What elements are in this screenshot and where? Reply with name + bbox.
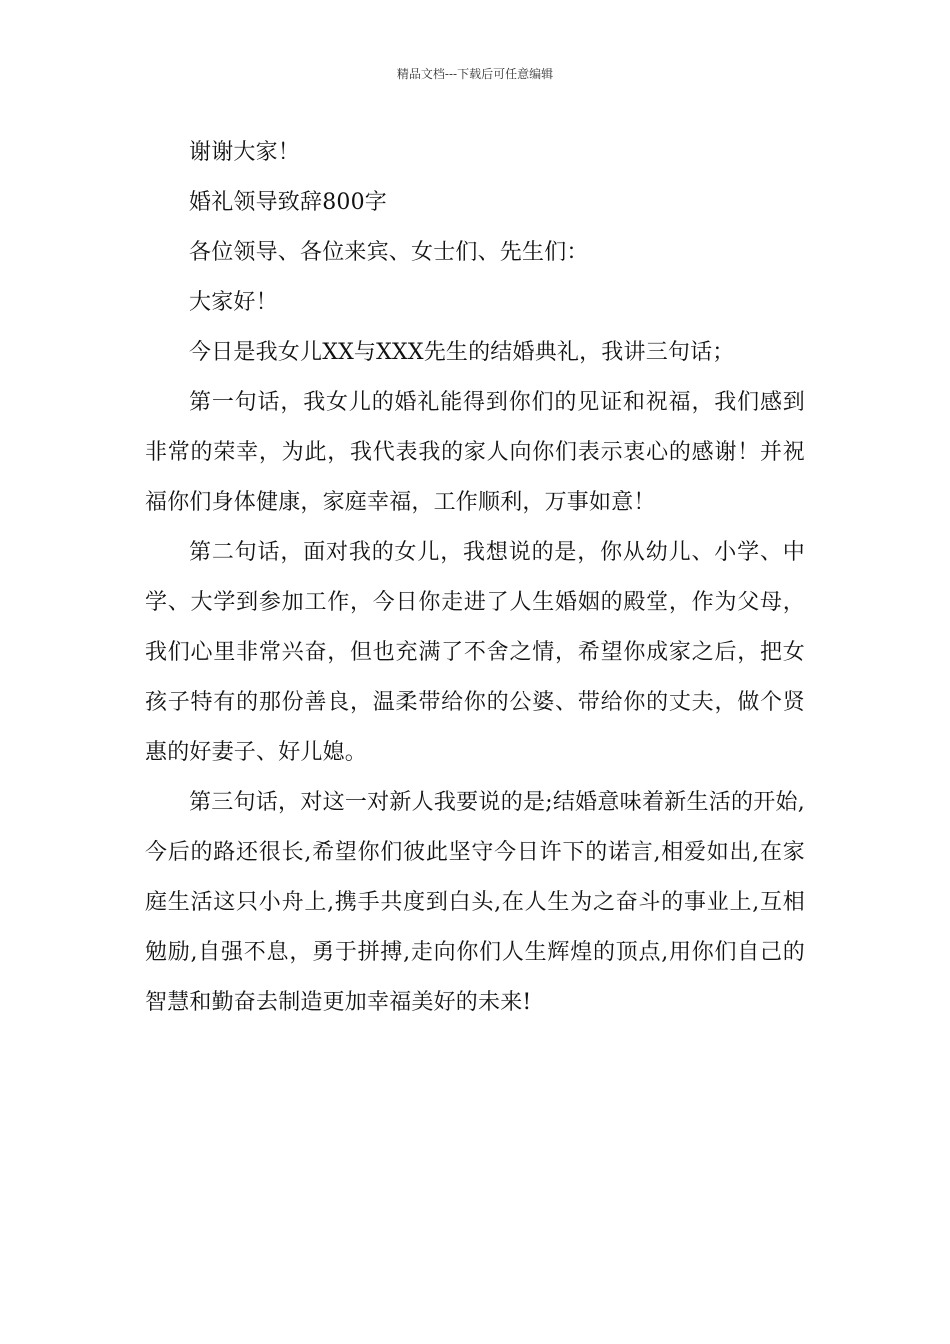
page-header: 精品文档---下载后可任意编辑 bbox=[396, 67, 554, 81]
paragraph-second: 第二句话，面对我的女儿，我想说的是，你从幼儿、小学、中学、大学到参加工作，今日你走进了人生婚姻的殿堂，作为父母，我们心里非常兴奋，但也充满了不舍之情，希望你成家之后，把女孩子特有的那份善良，温柔带给你的公婆、带给你的丈夫，做个贤惠的好妻子、好儿媳。 bbox=[145, 540, 805, 765]
paragraph-third: 第三句话，对这一对新人我要说的是;结婚意味着新生活的开始,今后的路还很长,希望你们彼此坚守今日许下的诺言,相爱如出,在家庭生活这只小舟上,携手共度到白头,在人生为之奋斗的事业上,互相勉励,自强不息，勇于拼搏,走向你们人生辉煌的顶点,用你们自己的智慧和勤奋去制造更加幸福美好的未来! bbox=[145, 790, 805, 1015]
paragraph-title: 婚礼领导致辞800字 bbox=[189, 190, 387, 215]
paragraph-first: 第一句话，我女儿的婚礼能得到你们的见证和祝福，我们感到非常的荣幸，为此，我代表我的家人向你们表示衷心的感谢！并祝福你们身体健康，家庭幸福，工作顺利，万事如意！ bbox=[145, 390, 805, 515]
paragraph-thanks: 谢谢大家！ bbox=[189, 140, 301, 165]
document-body bbox=[145, 128, 805, 1028]
paragraph-intro: 今日是我女儿XX与XXX先生的结婚典礼，我讲三句话； bbox=[189, 340, 735, 365]
paragraph-greeting: 大家好！ bbox=[189, 290, 278, 315]
paragraph-salutation: 各位领导、各位来宾、女士们、先生们： bbox=[189, 240, 589, 265]
